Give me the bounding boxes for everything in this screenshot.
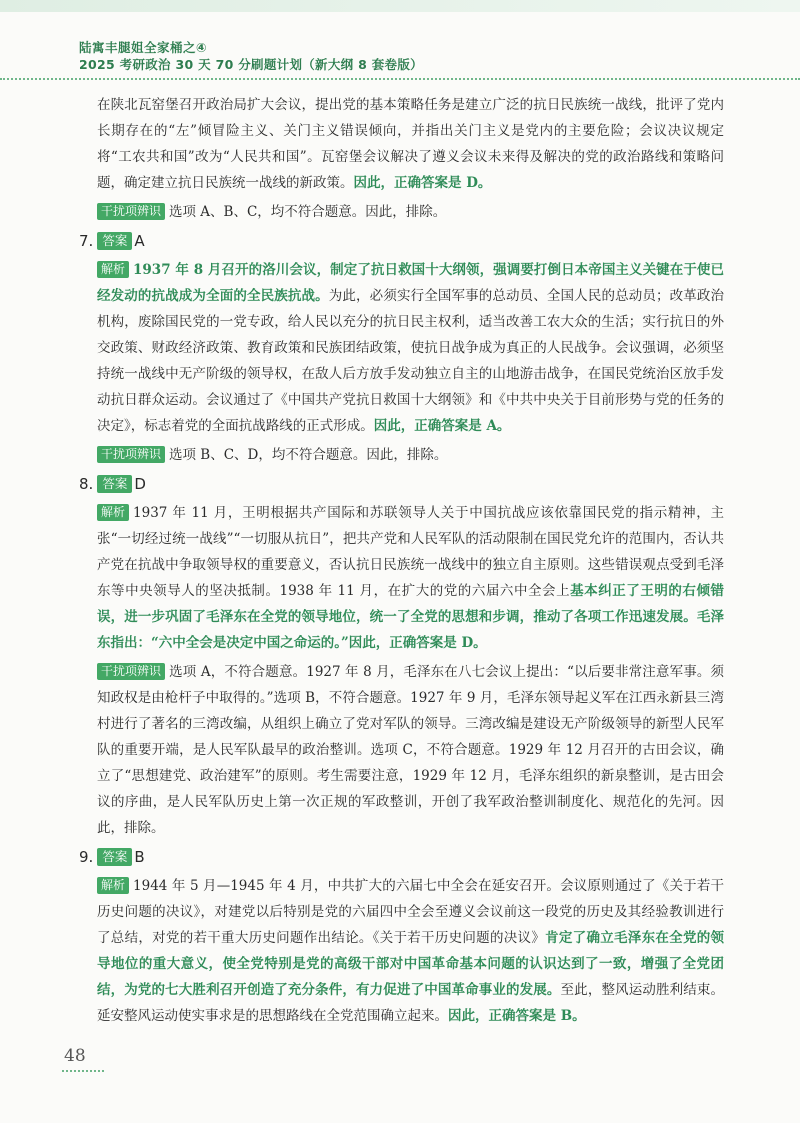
q9-number: 9. (79, 848, 94, 866)
q7-analysis-text: 为此，必须实行全国军事的总动员、全国人民的总动员；改革政治机构，废除国民党的一党专政，给人民以充分的抗日民主权利，适当改善工农大众的生活；实行抗日的外交政策、财政经济政策、教育政策和民族团结政策，使抗日战争成为真正的人民战争。会议强调，必须坚持统一战线中无产阶级的领导权，在敌人后方放手发动独立自主的山地游击战争，在国民党统治区放手发动抗日群众运动。会议通过了《中国共产党抗日救国十大纲领》和《中共中央关于目前形势与党的任务的决定》，标志着党的全面抗战路线的正式形成。 (97, 288, 725, 434)
distractor-tag: 干扰项辨识 (97, 446, 165, 463)
q9-answer-highlight: 因此，正确答案是 B。 (448, 1008, 586, 1024)
q9-answer-row (79, 844, 724, 870)
q8-answer-highlight: 基本纠正了王明的右倾错误，进一步巩固了毛泽东在全党的领导地位，统一了全党的思想和步调，推动了各项工作迅速发展。毛泽东指出：“六中全会是决定中国之命运的。”因此，正确答案是 D。 (97, 583, 725, 651)
header-band (0, 0, 800, 12)
intro-distractor-text: 选项 A、B、C，均不符合题意。因此，排除。 (169, 204, 447, 220)
q9-answer-letter: B (134, 848, 145, 866)
intro-distractor-paragraph (79, 199, 724, 225)
page-number: 48 (64, 1046, 86, 1066)
q8-number: 8. (79, 475, 94, 493)
intro-analysis-text: 在陕北瓦窑堡召开政治局扩大会议，提出党的基本策略任务是建立广泛的抗日民族统一战线，批评了党内长期存在的“左”倾冒险主义、关门主义错误倾向，并指出关门主义是党内的主要危险；会议决议规定将“工农共和国”改为“人民共和国”。瓦窑堡会议解决了遵义会议未来得及解决的党的政治路线和策略问题，确定建立抗日民族统一战线的新政策。 (97, 97, 724, 191)
q8-distractor-paragraph (79, 659, 724, 841)
intro-answer-highlight: 因此，正确答案是 D。 (353, 175, 492, 191)
header-title: 陆寓丰腿姐全家桶之④ (79, 40, 208, 55)
answer-tag: 答案 (97, 848, 132, 866)
header-subtitle: 2025 考研政治 30 天 70 分刷题计划（新大纲 8 套卷版） (79, 57, 423, 72)
answer-tag: 答案 (97, 475, 132, 493)
q7-distractor-paragraph (79, 442, 724, 468)
q7-highlight-1: 1937 年 8 月召开的洛川会议，制定了抗日救国十大纲领，强调要打倒日本帝国主义关键在于使已经发动的抗战成为全面的全民族抗战。 (97, 262, 724, 304)
q7-answer-row (79, 228, 724, 254)
q8-distractor-text: 选项 A，不符合题意。1927 年 8 月，毛泽东在八七会议上提出：“以后要非常注意军事。须知政权是由枪杆子中取得的。”选项 B，不符合题意。1927 年 9 月，毛泽东领导起义军在江西永新县三湾村进行了著名的三湾改编，从组织上确立了党对军队的领导。三湾改编是建设无产阶级领导的新型人民军队的重要开端，是人民军队最早的政治整训。选项 C，不符合题意。1929 年 12 月召开的古田会议，确立了“思想建党、政治建军”的原则。考生需要注意，1929 年 12 月，毛泽东组织的新泉整训，是古田会议的序曲，是人民军队历史上第一次正规的军政整训，开创了我军政治整训制度化、规范化的先河。因此，排除。 (97, 664, 724, 836)
distractor-tag: 干扰项辨识 (97, 203, 165, 220)
page-content (79, 92, 724, 1029)
header-divider (0, 78, 800, 80)
analysis-tag: 解析 (97, 261, 129, 278)
analysis-tag: 解析 (97, 504, 129, 521)
q9-analysis-text-2: 至此，整风运动胜利结束。延安整风运动使实事求是的思想路线在全党范围确立起来。 (97, 982, 725, 1024)
q7-distractor-text: 选项 B、C、D，均不符合题意。因此，排除。 (169, 447, 448, 463)
page-header (0, 0, 800, 86)
answer-tag: 答案 (97, 232, 132, 250)
q8-answer-row (79, 471, 724, 497)
distractor-tag: 干扰项辨识 (97, 663, 165, 680)
q9-highlight: 肯定了确立毛泽东在全党的领导地位的重大意义，使全党特别是党的高级干部对中国革命基本问题的认识达到了一致，增强了全党团结，为党的七大胜利召开创造了充分条件，有力促进了中国革命事业的发展。 (97, 930, 725, 998)
q9-analysis-paragraph (79, 873, 724, 1029)
footer-divider (62, 1070, 104, 1072)
q7-analysis-paragraph (79, 257, 724, 439)
intro-analysis-paragraph (79, 92, 724, 196)
q8-analysis-paragraph (79, 500, 724, 656)
q7-number: 7. (79, 232, 94, 250)
q7-answer-letter: A (134, 232, 145, 250)
q7-answer-highlight: 因此，正确答案是 A。 (373, 418, 511, 434)
q8-analysis-text: 1937 年 11 月，王明根据共产国际和苏联领导人关于中国抗战应该依靠国民党的指示精神，主张“一切经过统一战线”“一切服从抗日”，把共产党和人民军队的活动限制在国民党允许的范围内，否认共产党在抗战中争取领导权的重要意义，否认抗日民族统一战线中的独立自主原则。这些错误观点受到毛泽东等中央领导人的坚决抵制。1938 年 11 月，在扩大的党的六届六中全会上 (97, 505, 724, 599)
q9-analysis-text: 1944 年 5 月—1945 年 4 月，中共扩大的六届七中全会在延安召开。会议原则通过了《关于若干历史问题的决议》，对建党以后特别是党的六届四中全会至遵义会议前这一段党的历史及其经验教训进行了总结，对党的若干重大历史问题作出结论。《关于若干历史问题的决议》 (97, 878, 724, 946)
q8-answer-letter: D (134, 475, 146, 493)
analysis-tag: 解析 (97, 877, 129, 894)
